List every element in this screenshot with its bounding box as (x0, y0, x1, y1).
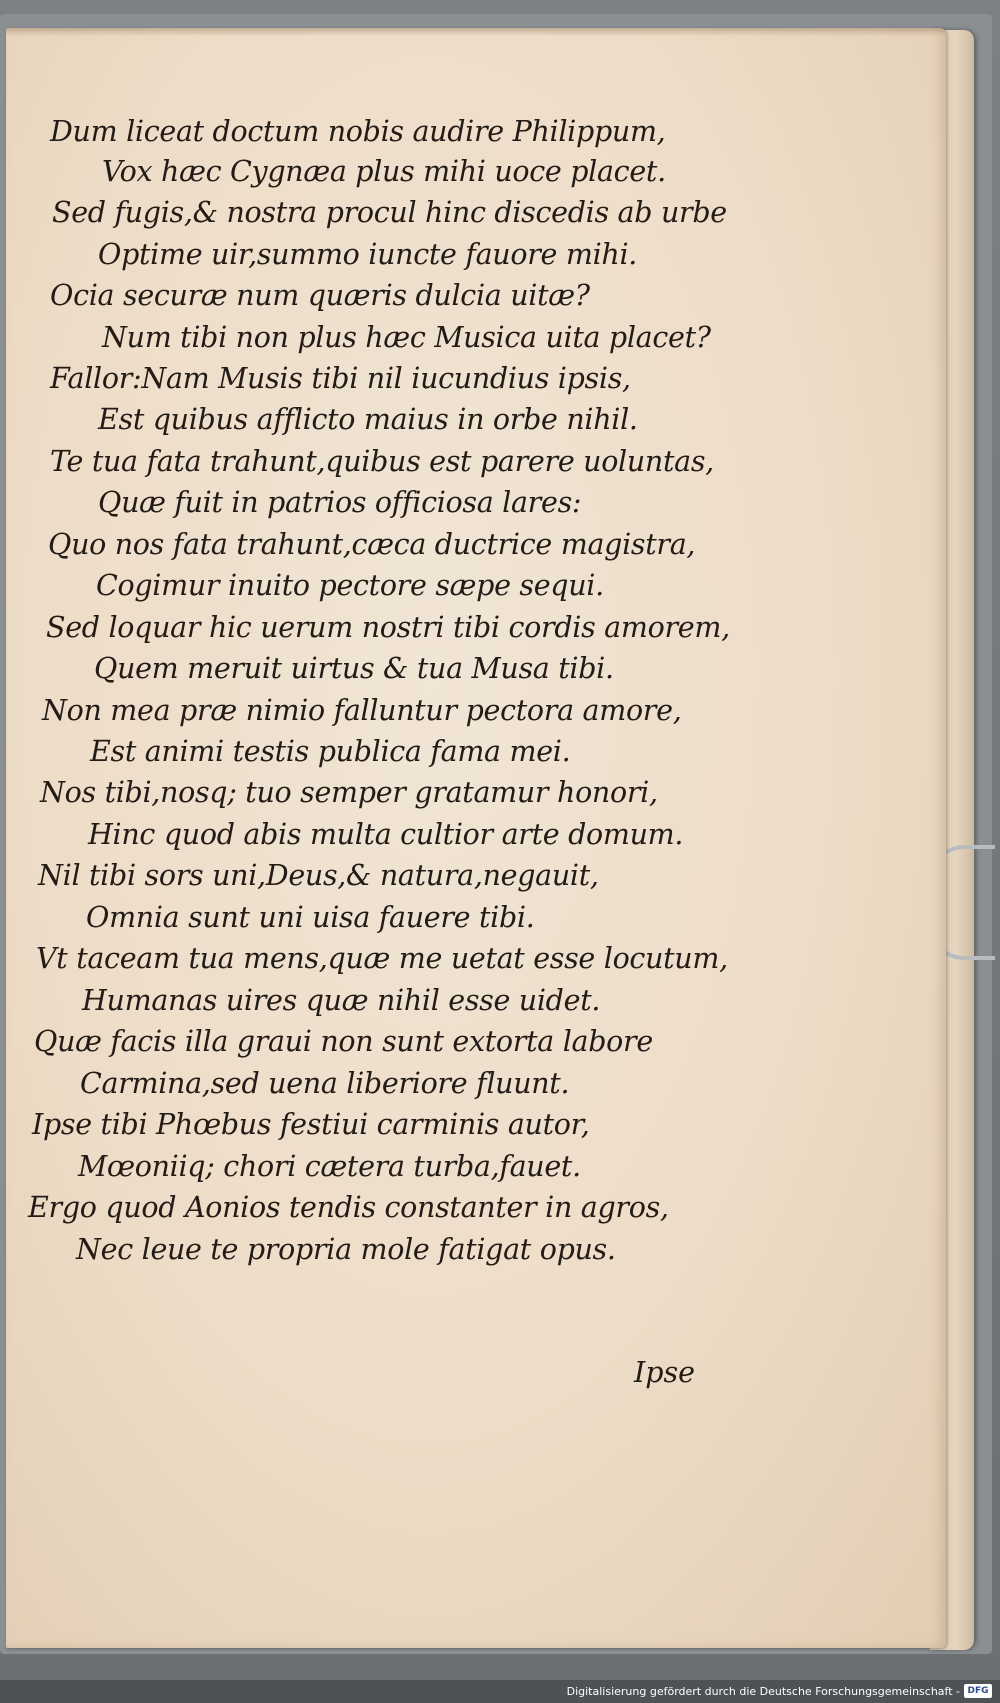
poem-line: Vt taceam tua mens,quæ me uetat esse locutum, (36, 942, 728, 975)
catchword: Ipse (634, 1356, 695, 1389)
poem-line: Quem meruit uirtus & tua Musa tibi. (94, 652, 614, 685)
poem-line: Quæ fuit in patrios officiosa lares: (98, 486, 582, 519)
poem-line: Dum liceat doctum nobis audire Philippum, (50, 115, 666, 148)
book-page (6, 28, 946, 1648)
poem-line: Ergo quod Aonios tendis constanter in agros, (28, 1191, 669, 1224)
poem-line: Est animi testis publica fama mei. (90, 735, 571, 768)
poem-line: Optime uir,summo iuncte fauore mihi. (98, 238, 638, 271)
footer-bar (0, 1680, 1000, 1703)
digitization-credit: Digitalisierung gefördert durch die Deutsche Forschungsgemeinschaft - (566, 1685, 960, 1698)
poem-line: Sed fugis,& nostra procul hinc discedis ab urbe (52, 196, 727, 229)
poem-line: Sed loquar hic uerum nostri tibi cordis amorem, (46, 611, 730, 644)
poem-line: Non mea præ nimio falluntur pectora amore, (42, 694, 682, 727)
poem-line: Quo nos fata trahunt,cæca ductrice magistra, (48, 528, 696, 561)
poem-line: Fallor:Nam Musis tibi nil iucundius ipsis, (50, 362, 631, 395)
poem-line: Nec leue te propria mole fatigat opus. (76, 1233, 616, 1266)
dfg-logo-icon: DFG (964, 1684, 992, 1698)
poem-line: Quæ facis illa graui non sunt extorta labore (34, 1025, 653, 1058)
poem-line: Est quibus afflicto maius in orbe nihil. (98, 403, 638, 436)
poem-line: Hinc quod abis multa cultior arte domum. (88, 818, 684, 851)
poem-line: Num tibi non plus hæc Musica uita placet? (102, 321, 711, 354)
poem-line: Ocia securæ num quæris dulcia uitæ? (50, 279, 590, 312)
poem-text (6, 28, 946, 1648)
poem-line: Te tua fata trahunt,quibus est parere uoluntas, (50, 445, 714, 478)
poem-line: Nil tibi sors uni,Deus,& natura,negauit, (38, 859, 599, 892)
poem-line: Cogimur inuito pectore sæpe sequi. (96, 569, 604, 602)
poem-line: Omnia sunt uni uisa fauere tibi. (86, 901, 535, 934)
poem-line: Carmina,sed uena liberiore fluunt. (80, 1067, 570, 1100)
poem-line: Nos tibi,nosq; tuo semper gratamur honori, (40, 776, 658, 809)
poem-line: Mœoniiq; chori cætera turba,fauet. (78, 1150, 581, 1183)
poem-line: Vox hæc Cygnæa plus mihi uoce placet. (102, 155, 666, 188)
poem-line: Humanas uires quæ nihil esse uidet. (82, 984, 601, 1017)
poem-line: Ipse tibi Phœbus festiui carminis autor, (32, 1108, 590, 1141)
